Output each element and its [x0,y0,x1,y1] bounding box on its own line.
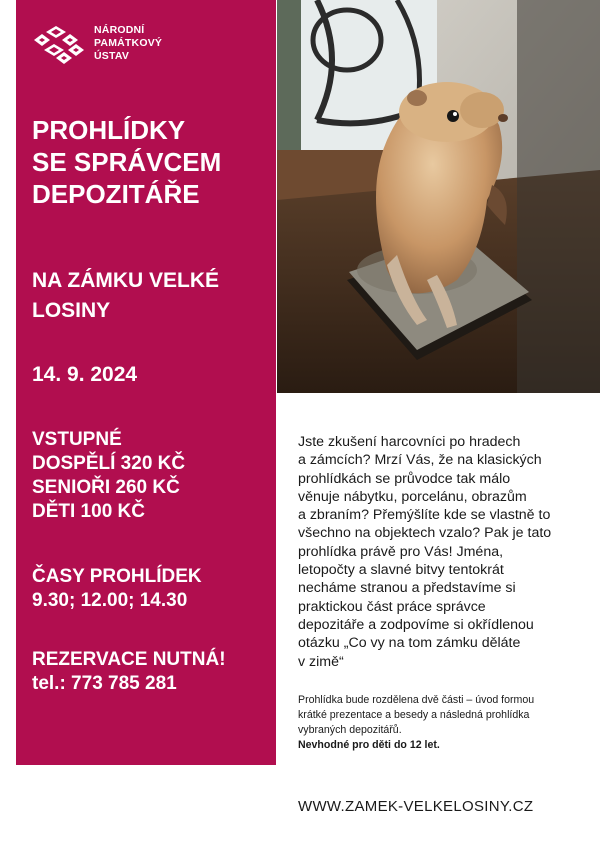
tour-times-label: ČASY PROHLÍDEK [32,566,202,587]
hamster-photo [277,0,600,393]
tour-note [298,693,588,753]
note-line: krátké prezentace a besedy a následná prohlídka [298,709,530,721]
reservation-info [32,648,272,696]
org-name-line: PAMÁTKOVÝ [94,37,163,49]
note-line: vybraných depozitářů. [298,724,402,736]
description-line: praktickou část práce správce [298,598,486,615]
location-subtitle [32,266,272,326]
description-line: necháme stranou a představíme si [298,580,516,597]
description-line: všechno na objektech vzalo? Pak je tato [298,525,552,542]
title-line: DEPOZITÁŘE [32,179,200,209]
website-link[interactable]: WWW.ZAMEK-VELKELOSINY.CZ [298,798,534,815]
description-line: prohlídkách se průvodce tak málo [298,470,511,487]
npu-logo [30,22,230,70]
description-text [298,433,588,671]
hamster-photo-image [277,0,600,393]
event-date: 14. 9. 2024 [32,363,138,386]
age-warning: Nevhodné pro děti do 12 let. [298,739,440,751]
price-adults: DOSPĚLÍ 320 KČ [32,453,186,474]
reservation-phone: tel.: 773 785 281 [32,673,177,694]
page-title [32,114,272,210]
location-line: NA ZÁMKU VELKÉ [32,269,220,292]
tour-note-lines [298,693,588,738]
tour-times [32,565,272,613]
note-line: Prohlídka bude rozdělena dvě části – úvod formou [298,694,535,706]
description-line: letopočty a slavné bitvy tentokrát [298,562,504,579]
org-name-line: ÚSTAV [94,50,130,62]
admission-label: VSTUPNÉ [32,429,122,450]
description-line: otázku „Co vy na tom zámku děláte [298,635,521,652]
price-seniors: SENIOŘI 260 KČ [32,477,180,498]
org-name-line: NÁRODNÍ [94,24,145,36]
npu-logo-text [94,24,162,63]
info-panel [16,0,276,765]
description-line: a zbraním? Přemýšlíte kde se vlastně to [298,507,551,524]
description-line: depozitáře a zodpovíme si okřídlenou [298,616,534,633]
description-line: prohlídka právě pro Vás! Jména, [298,543,504,560]
title-line: PROHLÍDKY [32,115,186,145]
npu-logo-mark-icon [30,26,84,66]
description-line: věnuje nábytku, porcelánu, obrazům [298,488,527,505]
admission-prices [32,428,272,524]
price-children: DĚTI 100 KČ [32,501,145,522]
description-line: v zimě“ [298,653,344,670]
tour-times-values: 9.30; 12.00; 14.30 [32,590,188,611]
location-line: LOSINY [32,299,111,322]
title-line: SE SPRÁVCEM [32,147,222,177]
description-line: a zámcích? Mrzí Vás, že na klasických [298,452,542,469]
description-line: Jste zkušení harcovníci po hradech [298,434,521,450]
reservation-label: REZERVACE NUTNÁ! [32,649,226,670]
